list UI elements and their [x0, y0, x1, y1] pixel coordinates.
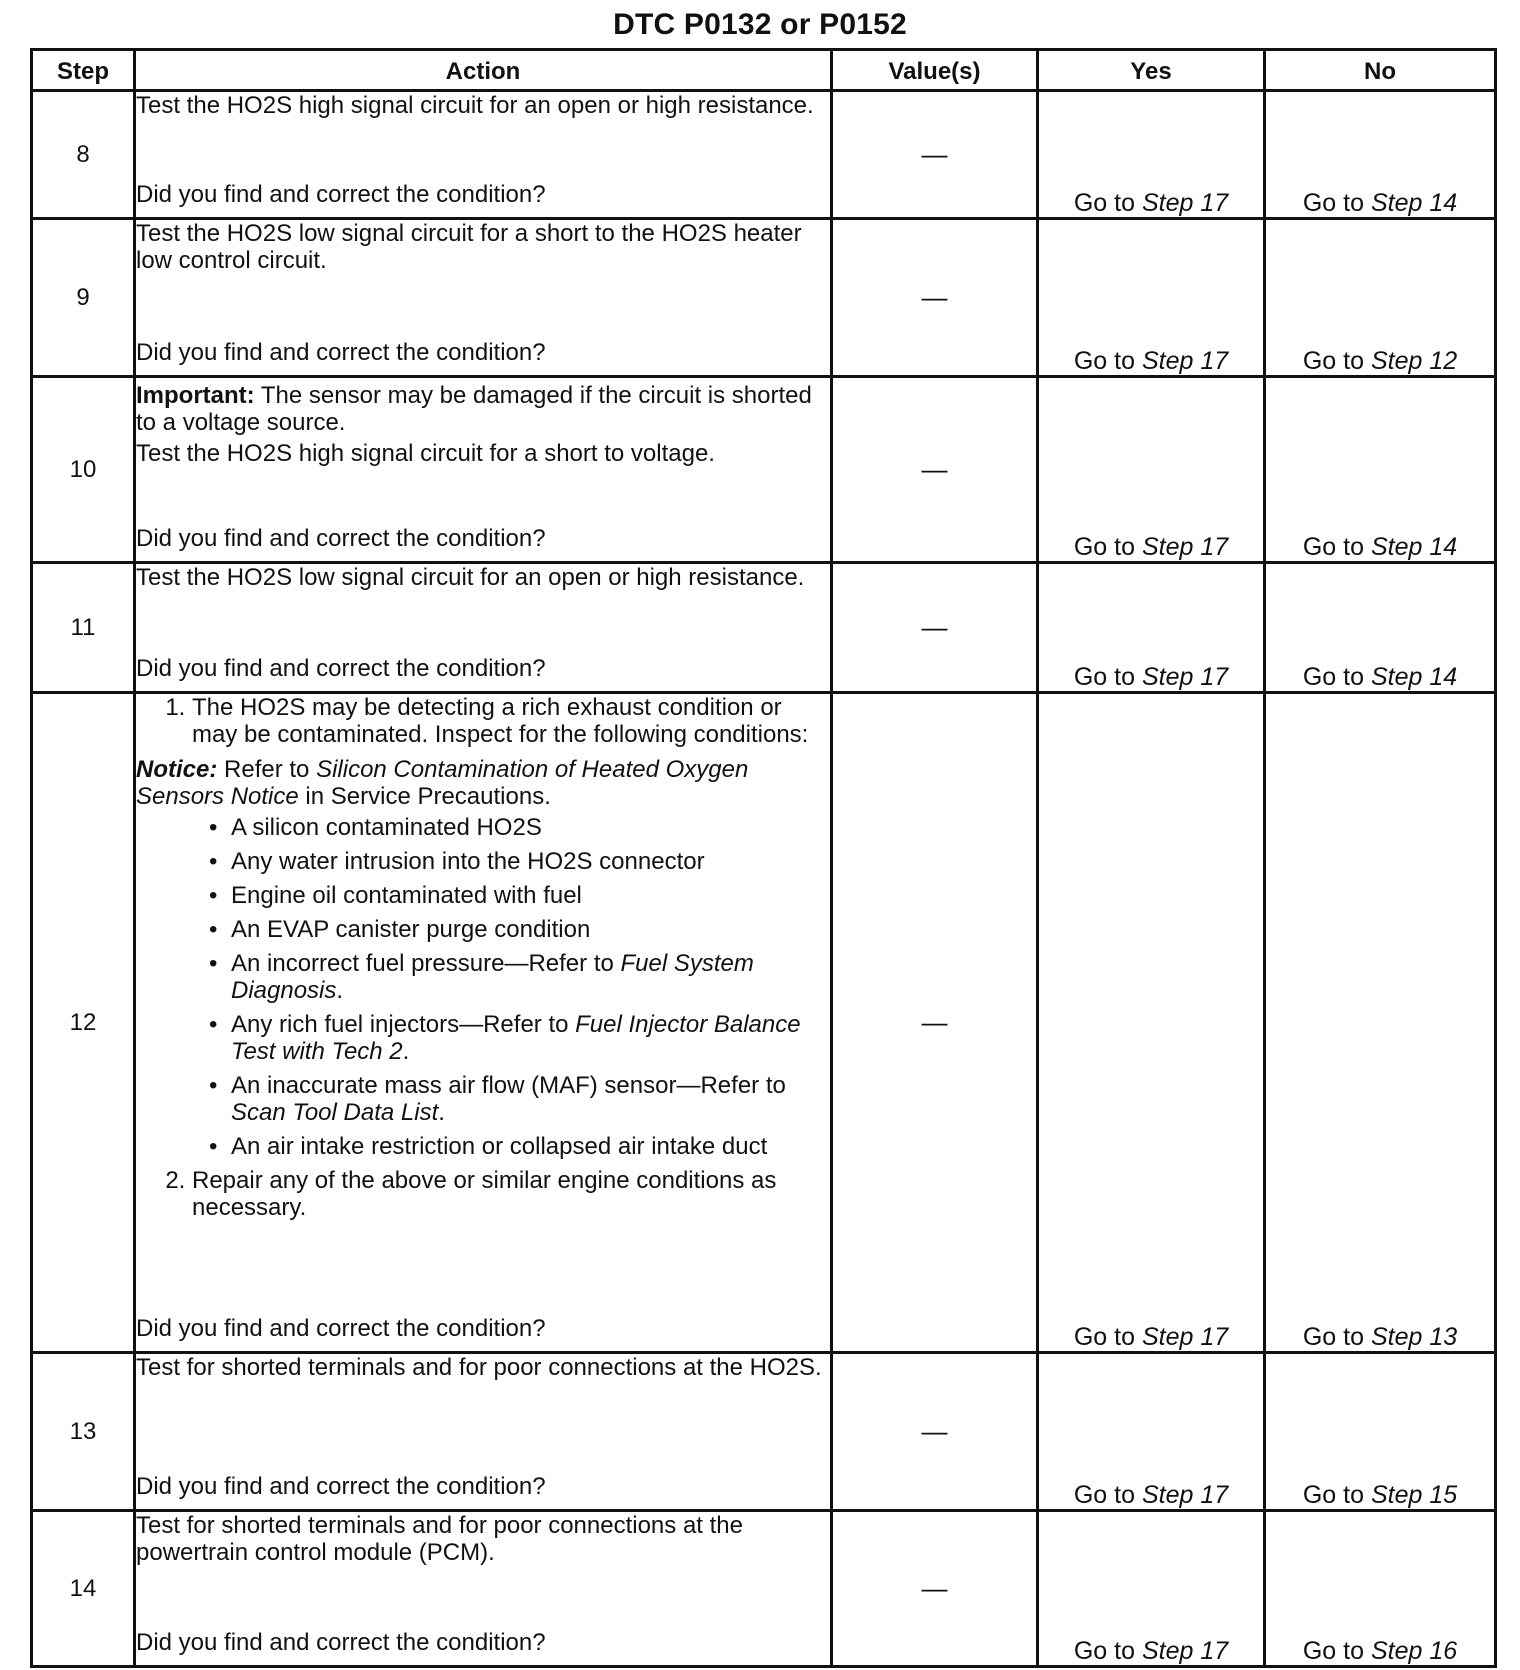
no-step-link[interactable]: Step 13 [1370, 1323, 1458, 1351]
notice-pre: Refer to [217, 756, 317, 783]
list-item: • Any rich fuel injectors—Refer to Fuel Injector Balance Test with Tech 2. [231, 1011, 830, 1065]
reference-link[interactable]: Fuel Injector Balance Test with Tech 2 [231, 1011, 801, 1065]
yes-step-link[interactable]: Step 17 [1141, 347, 1229, 375]
question-text: Did you find and correct the condition? [136, 181, 546, 208]
list-item: • An EVAP canister purge condition [231, 916, 830, 943]
no-cell [1265, 377, 1496, 563]
step-number: 9 [32, 219, 135, 377]
value-cell: — [832, 91, 1038, 219]
goto-label: Go to [1073, 1637, 1135, 1665]
notice-label: Notice: [136, 756, 218, 783]
goto-label: Go to [1302, 1481, 1364, 1509]
goto-label: Go to [1302, 1637, 1364, 1665]
list-item: • An air intake restriction or collapsed air intake duct [231, 1133, 830, 1160]
no-cell [1265, 693, 1496, 1353]
important-label: Important: [136, 382, 255, 409]
question-text: Did you find and correct the condition? [136, 655, 546, 682]
goto-label: Go to [1073, 663, 1135, 691]
list-item: • Engine oil contaminated with fuel [231, 882, 830, 909]
goto-label: Go to [1302, 1323, 1364, 1351]
yes-step-link[interactable]: Step 17 [1141, 1637, 1229, 1665]
condition-list [136, 814, 830, 1160]
list-item: • An inaccurate mass air flow (MAF) sensor—Refer to Scan Tool Data List. [231, 1072, 830, 1126]
header-action: Action [135, 50, 832, 91]
no-step-link[interactable]: Step 15 [1370, 1481, 1458, 1509]
step-number: 13 [32, 1353, 135, 1511]
action-text: Test the HO2S low signal circuit for a short to the HO2S heater low control circuit. [136, 220, 802, 274]
question-text: Did you find and correct the condition? [136, 1629, 546, 1656]
question-text: Did you find and correct the condition? [136, 1473, 546, 1500]
action-text: Test the HO2S high signal circuit for a short to voltage. [136, 440, 715, 467]
list-item: • A silicon contaminated HO2S [231, 814, 830, 841]
step-number: 11 [32, 563, 135, 693]
goto-label: Go to [1073, 533, 1135, 561]
notice-reference[interactable]: Silicon Contamination of Heated Oxygen Sensors Notice [136, 756, 749, 810]
no-step-link[interactable]: Step 14 [1370, 533, 1458, 561]
yes-cell [1038, 377, 1265, 563]
value-cell: — [832, 219, 1038, 377]
step-number: 10 [32, 377, 135, 563]
no-step-link[interactable]: Step 16 [1370, 1637, 1458, 1665]
table-row [32, 91, 1496, 219]
procedure-item: 2. Repair any of the above or similar engine conditions as necessary. [192, 1167, 830, 1221]
question-text: Did you find and correct the condition? [136, 1315, 546, 1342]
question-text: Did you find and correct the condition? [136, 525, 546, 552]
list-item: • An incorrect fuel pressure—Refer to Fuel System Diagnosis. [231, 950, 830, 1004]
yes-cell [1038, 563, 1265, 693]
value-cell: — [832, 1511, 1038, 1667]
page-title: DTC P0132 or P0152 [613, 8, 907, 41]
goto-label: Go to [1302, 533, 1364, 561]
yes-cell [1038, 1353, 1265, 1511]
goto-label: Go to [1302, 189, 1364, 217]
step-number: 8 [32, 91, 135, 219]
notice-note [136, 756, 830, 810]
action-text: Test the HO2S high signal circuit for an open or high resistance. [136, 92, 814, 119]
list-item-text: An incorrect fuel pressure—Refer to [231, 950, 621, 977]
goto-label: Go to [1302, 663, 1364, 691]
diagnostic-table [30, 48, 1497, 1668]
procedure-item: 1. The HO2S may be detecting a rich exhaust condition or may be contaminated. Inspect for the following conditions: [192, 694, 830, 748]
action-text: Test for shorted terminals and for poor connections at the HO2S. [136, 1354, 822, 1381]
yes-step-link[interactable]: Step 17 [1141, 663, 1229, 691]
list-item: • Any water intrusion into the HO2S connector [231, 848, 830, 875]
action-cell [135, 1511, 832, 1667]
yes-cell [1038, 693, 1265, 1353]
goto-label: Go to [1073, 1323, 1135, 1351]
value-cell: — [832, 693, 1038, 1353]
table-row [32, 563, 1496, 693]
no-step-link[interactable]: Step 14 [1370, 663, 1458, 691]
action-cell [135, 91, 832, 219]
action-text: Test the HO2S low signal circuit for an open or high resistance. [136, 564, 805, 591]
question-text: Did you find and correct the condition? [136, 339, 546, 366]
action-cell [135, 563, 832, 693]
header-no: No [1265, 50, 1496, 91]
table-row [32, 219, 1496, 377]
value-cell: — [832, 563, 1038, 693]
reference-link[interactable]: Fuel System Diagnosis [231, 950, 754, 1004]
table-row [32, 1511, 1496, 1667]
table-header-row [32, 50, 1496, 91]
goto-label: Go to [1073, 1481, 1135, 1509]
value-cell: — [832, 377, 1038, 563]
list-item-text: Any rich fuel injectors—Refer to [231, 1011, 576, 1038]
action-cell [135, 377, 832, 563]
yes-step-link[interactable]: Step 17 [1141, 1481, 1229, 1509]
goto-label: Go to [1073, 347, 1135, 375]
yes-cell [1038, 1511, 1265, 1667]
no-step-link[interactable]: Step 14 [1370, 189, 1458, 217]
header-yes: Yes [1038, 50, 1265, 91]
yes-step-link[interactable]: Step 17 [1141, 189, 1229, 217]
yes-cell [1038, 219, 1265, 377]
goto-label: Go to [1302, 347, 1364, 375]
table-row [32, 377, 1496, 563]
list-item-text: An inaccurate mass air flow (MAF) sensor—Refer to [231, 1072, 786, 1099]
goto-label: Go to [1073, 189, 1135, 217]
step-number: 12 [32, 693, 135, 1353]
no-cell [1265, 1353, 1496, 1511]
header-values: Value(s) [832, 50, 1038, 91]
yes-step-link[interactable]: Step 17 [1141, 533, 1229, 561]
step-number: 14 [32, 1511, 135, 1667]
no-cell [1265, 91, 1496, 219]
table-row [32, 1353, 1496, 1511]
reference-link[interactable]: Scan Tool Data List [231, 1099, 439, 1126]
value-cell: — [832, 1353, 1038, 1511]
header-step: Step [32, 50, 135, 91]
yes-cell [1038, 91, 1265, 219]
action-cell [135, 693, 832, 1353]
action-cell [135, 1353, 832, 1511]
no-cell [1265, 1511, 1496, 1667]
yes-step-link[interactable]: Step 17 [1141, 1323, 1229, 1351]
action-cell [135, 219, 832, 377]
table-row [32, 693, 1496, 1353]
procedure-list [136, 694, 830, 748]
action-text: Test for shorted terminals and for poor connections at the powertrain control module (PCM). [136, 1512, 743, 1566]
no-step-link[interactable]: Step 12 [1370, 347, 1458, 375]
notice-post: in Service Precautions. [298, 783, 551, 810]
procedure-list [136, 1167, 830, 1221]
no-cell [1265, 219, 1496, 377]
important-text: The sensor may be damaged if the circuit is shorted to a voltage source. [136, 382, 812, 436]
no-cell [1265, 563, 1496, 693]
important-note [136, 382, 830, 436]
